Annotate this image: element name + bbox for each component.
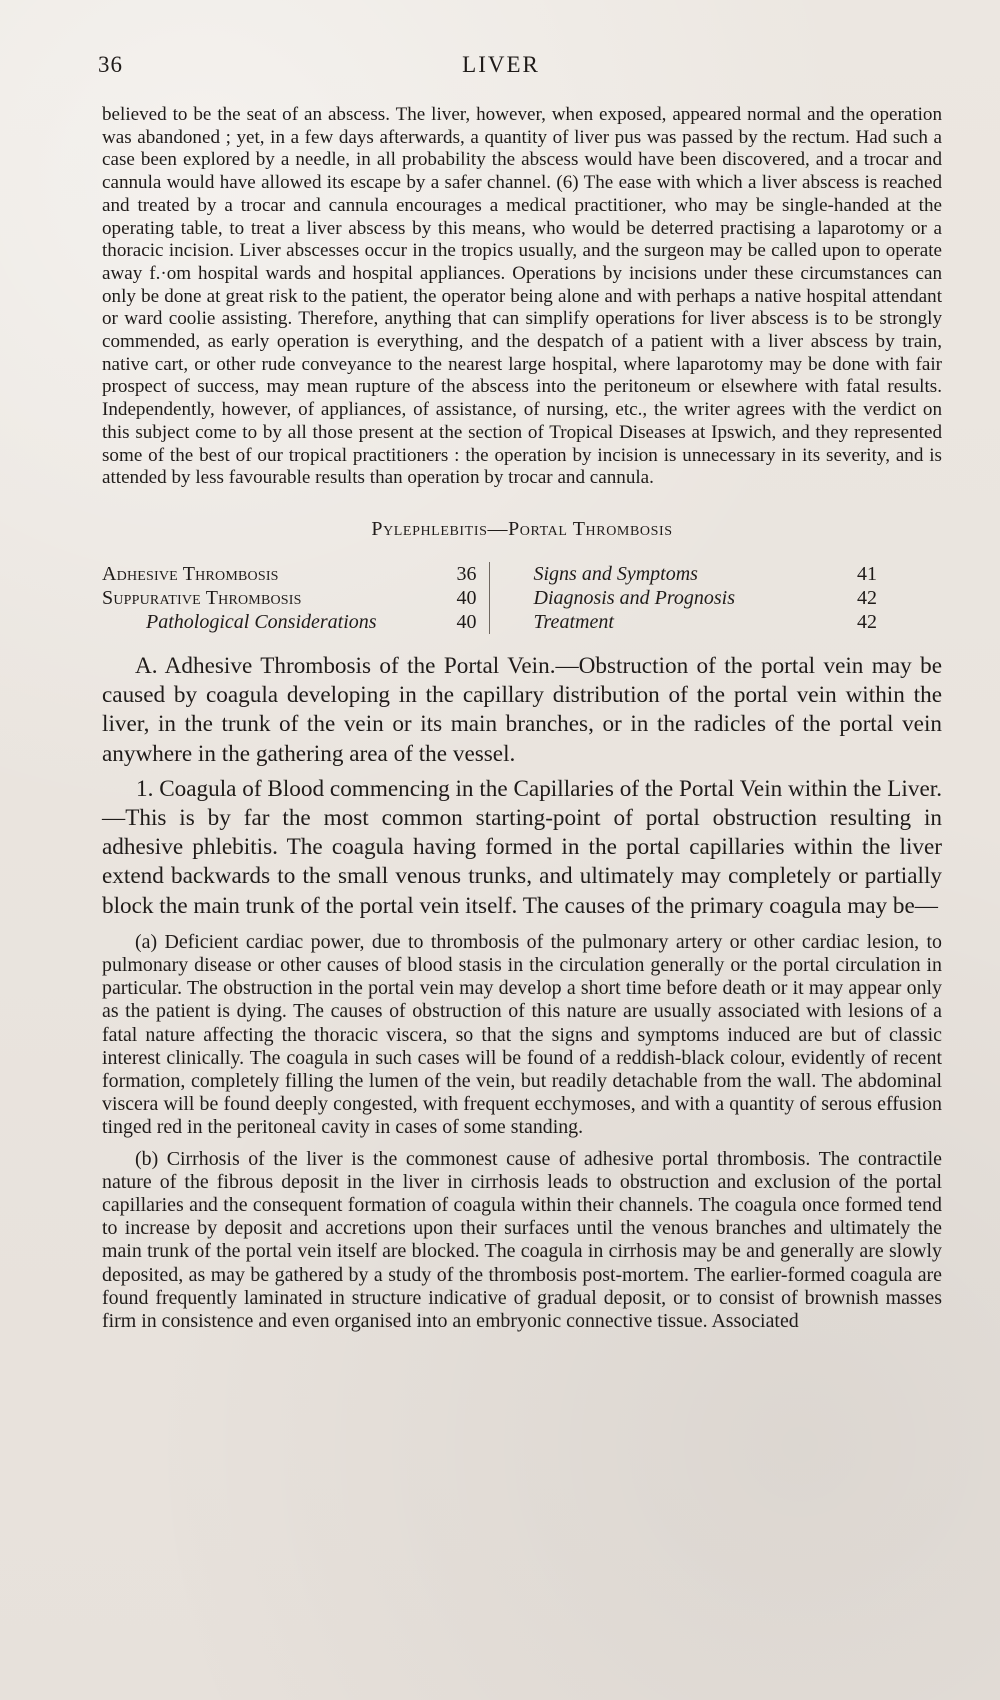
- toc-entry: [534, 586, 878, 610]
- toc-label: Signs and Symptoms: [533, 562, 698, 585]
- toc-label: Suppurative Thrombosis: [102, 586, 302, 609]
- toc-right-column: [490, 562, 878, 634]
- toc-page-number: 42: [857, 610, 877, 633]
- toc-label: Adhesive Thrombosis: [102, 562, 279, 585]
- page-header: [98, 52, 904, 86]
- toc-label: Pathological Considerations: [146, 610, 377, 633]
- toc-page-number: 36: [456, 562, 477, 585]
- toc-entry: [102, 586, 477, 610]
- table-of-contents: [102, 562, 877, 634]
- toc-page-number: 42: [857, 586, 877, 609]
- toc-label: Diagnosis and Prognosis: [533, 586, 736, 609]
- section-title: Pylephlebitis—Portal Thrombosis: [371, 517, 673, 540]
- section-a-paragraph: A. Adhesive Thrombosis of the Portal Vein.—Obstruction of the portal vein may be caused by coagula developing in the capillary distribution of the portal vein within the liver, in the trunk of the vein or its main branches, or in the radicles of the portal vein anywhere in the gathering area of the vessel.: [102, 652, 942, 767]
- page-content: [102, 104, 942, 1333]
- page-number: 36: [98, 52, 123, 77]
- toc-page-number: 40: [456, 586, 477, 609]
- intro-paragraph: believed to be the seat of an abscess. The liver, however, when exposed, appeared normal and the operation was abandoned ; yet, in a few days afterwards, a quantity of liver pus was passed by the rectum. Had such a case been explored by a needle, in all probability the abscess would have been discovered, and a trocar and cannula would have allowed its escape by a safer channel. (6) The ease with which a liver abscess is reached and treated by a trocar and cannula encourages a medical practitioner, who may be single-handed at the operating table, to treat a liver abscess by this means, who would be deterred practising a laparotomy or a thoracic incision. Liver abscesses occur in the tropics usually, and the surgeon may be called upon to operate away f.·om hospital wards and hospital appliances. Operations by incisions under these circumstances can only be done at great risk to the patient, the operator being alone and with perhaps a native hospital attendant or ward coolie assisting. Therefore, anything that can simplify operations for liver abscess is to be strongly commended, as early operation is everything, and the despatch of a patient with a liver abscess by train, native cart, or other rude conveyance to the nearest large hospital, where laparotomy may be done with fair prospect of success, may mean rupture of the abscess into the peritoneum or elsewhere with fatal results. Independently, however, of appliances, of assistance, of nursing, etc., the writer agrees with the verdict on this subject come to by all those present at the section of Tropical Diseases at Ipswich, and they represented some of the best of our tropical practitioners : the operation by incision is unnecessary in its severity, and is attended by less favourable results than operation by trocar and cannula.: [102, 104, 942, 489]
- toc-label: Treatment: [533, 610, 614, 633]
- section-1-paragraph: 1. Coagula of Blood commencing in the Capillaries of the Portal Vein within the Liver.—This is by far the most common starting-point of portal obstruction resulting in adhesive phlebitis. The coagula having formed in the portal capillaries within the liver extend backwards to the small venous trunks, and ultimately may completely or partially block the main trunk of the portal vein itself. The causes of the primary coagula may be—: [102, 775, 942, 919]
- toc-page-number: 40: [456, 610, 477, 633]
- toc-entry: [534, 562, 878, 586]
- paragraph-a: (a) Deficient cardiac power, due to thrombosis of the pulmonary artery or other cardiac lesion, to pulmonary disease or other causes of blood stasis in the circulation generally or the portal circulation in particular. The obstruction in the portal vein may develop a short time before death or it may appear only as the patient is dying. The causes of obstruction of this nature are usually associated with lesions of a fatal nature affecting the thoracic viscera, so that the signs and symptoms induced are but of classic interest clinically. The coagula in such cases will be found of a reddish-black colour, evidently of recent formation, completely filling the lumen of the vein, but readily detachable from the wall. The abdominal viscera will be found deeply congested, with frequent ecchymoses, and with a quantity of serous effusion tinged red in the peritoneal cavity in cases of some standing.: [102, 930, 942, 1139]
- toc-entry: [102, 610, 477, 634]
- running-head: LIVER: [462, 52, 540, 77]
- toc-entry: [534, 610, 878, 634]
- paragraph-b: (b) Cirrhosis of the liver is the commonest cause of adhesive portal thrombosis. The contractile nature of the fibrous deposit in the liver in cirrhosis leads to obstruction and exclusion of the portal capillaries and the consequent formation of coagula within their channels. The coagula once formed tend to increase by deposit and accretions upon their surfaces until the venous branches and ultimately the main trunk of the portal vein itself are blocked. The coagula in cirrhosis may be and generally are slowly deposited, as may be gathered by a study of the thrombosis post-mortem. The earlier-formed coagula are found frequently laminated in structure indicative of gradual deposit, or to consist of brownish masses firm in consistence and even organised into an embryonic connective tissue. Associated: [102, 1147, 942, 1333]
- toc-page-number: 41: [857, 562, 877, 585]
- toc-entry: [102, 562, 477, 586]
- toc-left-column: [102, 562, 490, 634]
